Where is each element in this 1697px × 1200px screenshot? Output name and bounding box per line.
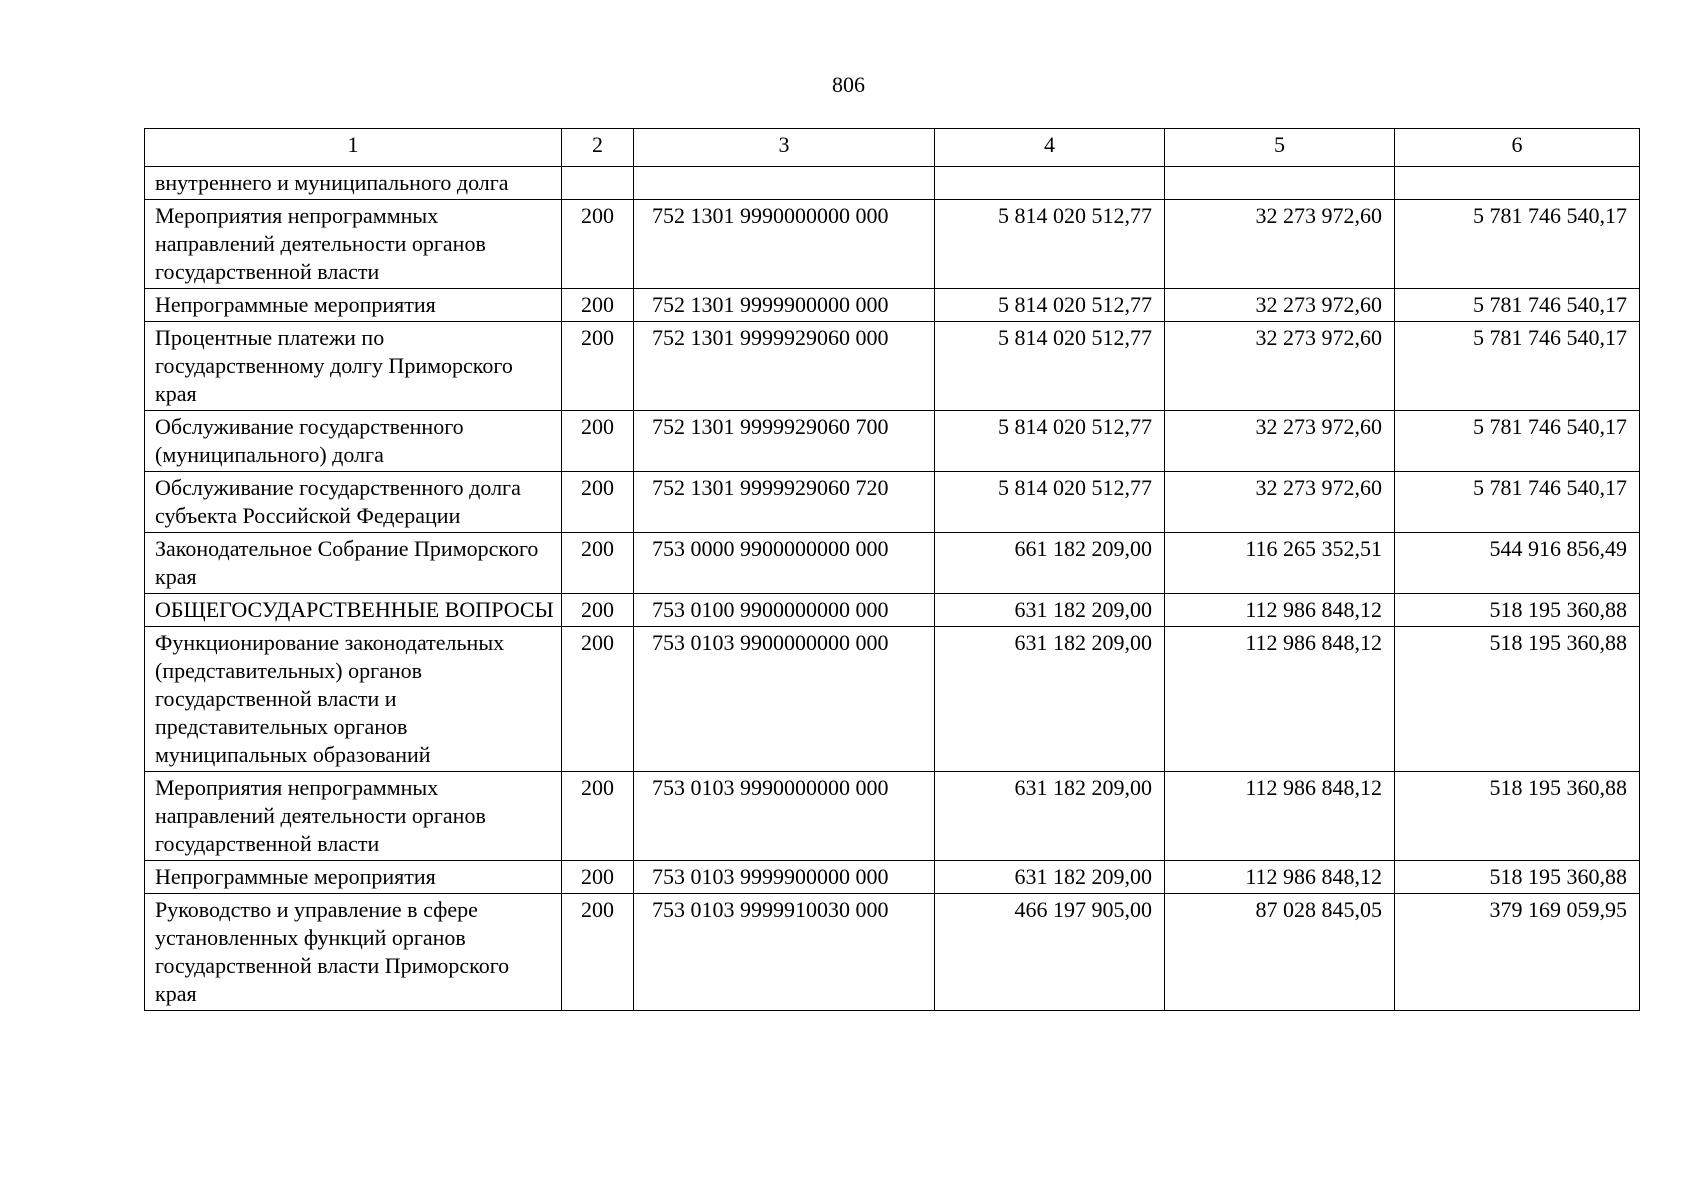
row-name: Мероприятия непрограммных направлений деятельности органов государственной власти [145, 772, 562, 861]
row-col2: 200 [562, 322, 634, 411]
row-code: 753 0103 9900000000 000 [634, 627, 935, 772]
row-code [634, 167, 935, 200]
table-row [145, 627, 1640, 772]
row-name: Процентные платежи по государственному долгу Приморского края [145, 322, 562, 411]
row-value-4: 5 814 020 512,77 [935, 200, 1165, 289]
table-row [145, 289, 1640, 322]
row-value-6 [1395, 167, 1640, 200]
row-col2 [562, 167, 634, 200]
row-value-5: 32 273 972,60 [1165, 200, 1395, 289]
row-code: 753 0103 9990000000 000 [634, 772, 935, 861]
row-value-6: 544 916 856,49 [1395, 533, 1640, 594]
row-value-5: 32 273 972,60 [1165, 472, 1395, 533]
row-value-6: 5 781 746 540,17 [1395, 411, 1640, 472]
page-number: 806 [832, 72, 865, 97]
row-name: Мероприятия непрограммных направлений деятельности органов государственной власти [145, 200, 562, 289]
table-row [145, 861, 1640, 894]
table-body [145, 167, 1640, 1011]
row-name: Функционирование законодательных (представительных) органов государственной власти и представительных органов муниципальных образований [145, 627, 562, 772]
row-col2: 200 [562, 200, 634, 289]
row-value-5: 87 028 845,05 [1165, 894, 1395, 1011]
table-row [145, 533, 1640, 594]
row-value-6: 5 781 746 540,17 [1395, 472, 1640, 533]
table-row [145, 594, 1640, 627]
row-value-4: 5 814 020 512,77 [935, 322, 1165, 411]
row-value-5: 112 986 848,12 [1165, 594, 1395, 627]
row-value-5: 116 265 352,51 [1165, 533, 1395, 594]
row-value-4 [935, 167, 1165, 200]
row-code: 753 0000 9900000000 000 [634, 533, 935, 594]
row-col2: 200 [562, 772, 634, 861]
header-col-4: 4 [935, 129, 1165, 167]
row-col2: 200 [562, 472, 634, 533]
header-col-2: 2 [562, 129, 634, 167]
row-code: 753 0100 9900000000 000 [634, 594, 935, 627]
row-value-6: 5 781 746 540,17 [1395, 200, 1640, 289]
row-value-5: 112 986 848,12 [1165, 772, 1395, 861]
row-value-4: 631 182 209,00 [935, 861, 1165, 894]
row-value-4: 5 814 020 512,77 [935, 289, 1165, 322]
row-value-6: 518 195 360,88 [1395, 627, 1640, 772]
row-value-6: 518 195 360,88 [1395, 861, 1640, 894]
row-col2: 200 [562, 861, 634, 894]
row-name: Непрограммные мероприятия [145, 289, 562, 322]
table-row [145, 200, 1640, 289]
row-value-6: 5 781 746 540,17 [1395, 289, 1640, 322]
row-col2: 200 [562, 627, 634, 772]
row-col2: 200 [562, 411, 634, 472]
header-col-5: 5 [1165, 129, 1395, 167]
row-value-6: 518 195 360,88 [1395, 594, 1640, 627]
row-value-4: 466 197 905,00 [935, 894, 1165, 1011]
row-value-4: 631 182 209,00 [935, 594, 1165, 627]
budget-table [144, 128, 1640, 1011]
row-name: Руководство и управление в сфере установленных функций органов государственной власти Приморского края [145, 894, 562, 1011]
row-value-4: 631 182 209,00 [935, 627, 1165, 772]
row-code: 752 1301 9999929060 720 [634, 472, 935, 533]
row-name: Непрограммные мероприятия [145, 861, 562, 894]
header-col-6: 6 [1395, 129, 1640, 167]
header-col-1: 1 [145, 129, 562, 167]
row-code: 752 1301 9999900000 000 [634, 289, 935, 322]
row-code: 752 1301 9999929060 700 [634, 411, 935, 472]
row-value-5 [1165, 167, 1395, 200]
row-value-6: 379 169 059,95 [1395, 894, 1640, 1011]
row-name: ОБЩЕГОСУДАРСТВЕННЫЕ ВОПРОСЫ [145, 594, 562, 627]
row-name: Законодательное Собрание Приморского края [145, 533, 562, 594]
row-value-4: 5 814 020 512,77 [935, 411, 1165, 472]
row-name: внутреннего и муниципального долга [145, 167, 562, 200]
row-value-5: 32 273 972,60 [1165, 411, 1395, 472]
table-row [145, 167, 1640, 200]
header-col-3: 3 [634, 129, 935, 167]
row-value-4: 631 182 209,00 [935, 772, 1165, 861]
table-row [145, 322, 1640, 411]
row-value-4: 661 182 209,00 [935, 533, 1165, 594]
table-header [145, 129, 1640, 167]
row-value-5: 112 986 848,12 [1165, 627, 1395, 772]
row-value-6: 5 781 746 540,17 [1395, 322, 1640, 411]
row-code: 753 0103 9999900000 000 [634, 861, 935, 894]
table-row [145, 472, 1640, 533]
row-code: 752 1301 9990000000 000 [634, 200, 935, 289]
row-value-4: 5 814 020 512,77 [935, 472, 1165, 533]
row-value-5: 32 273 972,60 [1165, 322, 1395, 411]
header-row [145, 129, 1640, 167]
row-value-6: 518 195 360,88 [1395, 772, 1640, 861]
table-row [145, 411, 1640, 472]
row-col2: 200 [562, 289, 634, 322]
row-name: Обслуживание государственного (муниципального) долга [145, 411, 562, 472]
row-name: Обслуживание государственного долга субъекта Российской Федерации [145, 472, 562, 533]
row-code: 753 0103 9999910030 000 [634, 894, 935, 1011]
row-col2: 200 [562, 533, 634, 594]
table-row [145, 772, 1640, 861]
row-value-5: 32 273 972,60 [1165, 289, 1395, 322]
table-row [145, 894, 1640, 1011]
row-code: 752 1301 9999929060 000 [634, 322, 935, 411]
row-value-5: 112 986 848,12 [1165, 861, 1395, 894]
row-col2: 200 [562, 894, 634, 1011]
row-col2: 200 [562, 594, 634, 627]
